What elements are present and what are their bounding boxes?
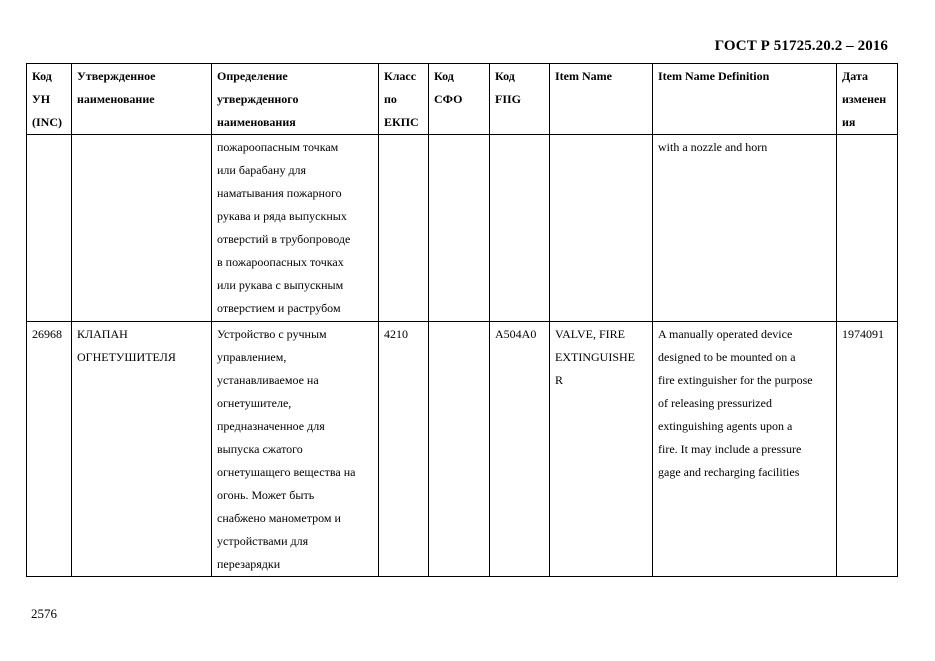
cell-text-line: Определение — [217, 69, 288, 83]
cell-sfo-code — [429, 135, 490, 322]
header-ekps-class — [379, 64, 429, 135]
cell-text-line: управлением, — [217, 350, 287, 364]
cell-text-line: снабжено манометром и — [217, 511, 341, 525]
header-change-date — [837, 64, 898, 135]
cell-text-line: designed to be mounted on a — [658, 350, 796, 364]
header-sfo-code — [429, 64, 490, 135]
header-definition — [212, 64, 379, 135]
cell-text-line: gage and recharging facilities — [658, 465, 800, 479]
standard-designation: ГОСТ Р 51725.20.2 – 2016 — [714, 38, 888, 54]
cell-text-line: огнетушащего вещества на — [217, 465, 356, 479]
cell-text-line: ЕКПС — [384, 115, 419, 129]
cell-text-line: (INC) — [32, 115, 62, 129]
cell-text-line: FIIG — [495, 92, 522, 106]
cell-text-line: изменен — [842, 92, 887, 106]
header-fiig-code — [490, 64, 550, 135]
cell-text-line: Устройство с ручным — [217, 327, 327, 341]
cell-text-line: 4210 — [384, 327, 408, 341]
cell-sfo-code — [429, 322, 490, 577]
cell-item-name — [550, 135, 653, 322]
table-row — [27, 135, 898, 322]
cell-text-line: fire. It may include a pressure — [658, 442, 802, 456]
cell-text-line: в пожароопасных точках — [217, 255, 344, 269]
cell-text-line: наименование — [77, 92, 155, 106]
cell-ekps-class — [379, 322, 429, 577]
cell-text-line: 26968 — [32, 327, 62, 341]
cell-text-line: выпуска сжатого — [217, 442, 303, 456]
cell-text-line: A504A0 — [495, 327, 537, 341]
cell-text-line: Item Name — [555, 69, 612, 83]
cell-text-line: Item Name Definition — [658, 69, 770, 83]
cell-text-line: of releasing pressurized — [658, 396, 772, 410]
header-row — [27, 64, 898, 135]
cell-text-line: предназначенное для — [217, 419, 325, 433]
cell-text-line: Дата — [842, 69, 868, 83]
cell-text-line: перезарядки — [217, 557, 281, 571]
table-row — [27, 322, 898, 577]
cell-approved-name — [72, 135, 212, 322]
cell-text-line: extinguishing agents upon a — [658, 419, 793, 433]
cell-text-line: рукава и ряда выпускных — [217, 209, 347, 223]
cell-definition — [212, 322, 379, 577]
cell-text-line: или рукава с выпускным — [217, 278, 344, 292]
cell-text-line: Класс — [384, 69, 417, 83]
page-number: 2576 — [31, 606, 57, 621]
cell-text-line: пожароопасным точкам — [217, 140, 339, 154]
cell-text-line: Код — [434, 69, 454, 83]
cell-text-line: устройствами для — [217, 534, 309, 548]
cell-text-line: КЛАПАН — [77, 327, 128, 341]
cell-text-line: по — [384, 92, 397, 106]
cell-text-line: утвержденного — [217, 92, 299, 106]
cell-text-line: Код — [32, 69, 52, 83]
cell-change-date — [837, 135, 898, 322]
cell-fiig-code — [490, 322, 550, 577]
cell-item-name-definition — [653, 135, 837, 322]
cell-text-line: отверстием и раструбом — [217, 301, 341, 315]
cell-text-line: СФО — [434, 92, 463, 106]
cell-text-line: A manually operated device — [658, 327, 793, 341]
cell-ekps-class — [379, 135, 429, 322]
cell-inc — [27, 322, 72, 577]
cell-item-name-definition — [653, 322, 837, 577]
cell-text-line: огонь. Может быть — [217, 488, 315, 502]
cell-definition — [212, 135, 379, 322]
cell-text-line: VALVE, FIRE — [555, 327, 626, 341]
cell-text-line: with a nozzle and horn — [658, 140, 768, 154]
specification-table — [26, 63, 898, 577]
cell-text-line: устанавливаемое на — [217, 373, 319, 387]
cell-inc — [27, 135, 72, 322]
header-inc — [27, 64, 72, 135]
header-approved-name — [72, 64, 212, 135]
cell-item-name — [550, 322, 653, 577]
header-item-name — [550, 64, 653, 135]
cell-text-line: или барабану для — [217, 163, 307, 177]
header-item-name-definition — [653, 64, 837, 135]
cell-text-line: наматывания пожарного — [217, 186, 342, 200]
cell-text-line: ОГНЕТУШИТЕЛЯ — [77, 350, 176, 364]
cell-text-line: 1974091 — [842, 327, 884, 341]
cell-text-line: наименования — [217, 115, 296, 129]
cell-text-line: Код — [495, 69, 515, 83]
cell-text-line: Утвержденное — [77, 69, 156, 83]
cell-approved-name — [72, 322, 212, 577]
cell-text-line: отверстий в трубопроводе — [217, 232, 351, 246]
cell-text-line: fire extinguisher for the purpose — [658, 373, 813, 387]
cell-text-line: огнетушителе, — [217, 396, 292, 410]
cell-text-line: ия — [842, 115, 856, 129]
cell-text-line: УН — [32, 92, 51, 106]
cell-change-date — [837, 322, 898, 577]
cell-text-line: EXTINGUISHE — [555, 350, 635, 364]
cell-fiig-code — [490, 135, 550, 322]
cell-text-line: R — [555, 373, 564, 387]
